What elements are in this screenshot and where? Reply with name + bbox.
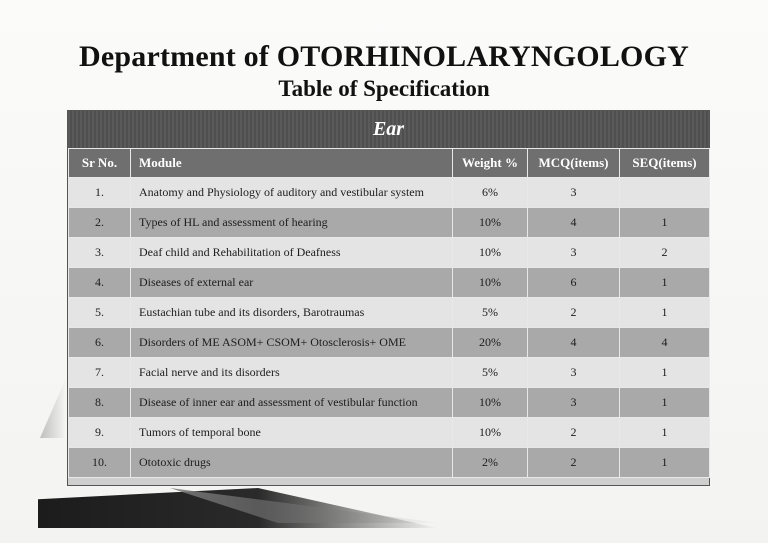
specification-grid bbox=[68, 148, 710, 478]
table-row bbox=[69, 358, 710, 388]
cell-sr-no: 3. bbox=[69, 238, 131, 268]
cell-weight: 5% bbox=[453, 298, 528, 328]
cell-sr-no: 9. bbox=[69, 418, 131, 448]
header-row bbox=[69, 149, 710, 178]
cell-weight: 10% bbox=[453, 388, 528, 418]
cell-mcq: 4 bbox=[528, 328, 620, 358]
cell-mcq: 2 bbox=[528, 448, 620, 478]
cell-weight: 10% bbox=[453, 208, 528, 238]
column-header-module: Module bbox=[131, 149, 453, 178]
cell-module: Ototoxic drugs bbox=[131, 448, 453, 478]
table-row bbox=[69, 208, 710, 238]
cell-weight: 10% bbox=[453, 238, 528, 268]
column-header-mcq: MCQ(items) bbox=[528, 149, 620, 178]
cell-mcq: 3 bbox=[528, 178, 620, 208]
cell-seq: 4 bbox=[620, 328, 710, 358]
cell-weight: 10% bbox=[453, 268, 528, 298]
cell-seq: 1 bbox=[620, 418, 710, 448]
cell-seq: 1 bbox=[620, 388, 710, 418]
cell-module: Disorders of ME ASOM+ CSOM+ Otosclerosis+ OME bbox=[131, 328, 453, 358]
table-row bbox=[69, 178, 710, 208]
cell-mcq: 4 bbox=[528, 208, 620, 238]
cell-mcq: 3 bbox=[528, 388, 620, 418]
cell-seq: 2 bbox=[620, 238, 710, 268]
cell-weight: 5% bbox=[453, 358, 528, 388]
cell-weight: 10% bbox=[453, 418, 528, 448]
cell-sr-no: 4. bbox=[69, 268, 131, 298]
cell-seq bbox=[620, 178, 710, 208]
table-row bbox=[69, 238, 710, 268]
cell-seq: 1 bbox=[620, 298, 710, 328]
cell-mcq: 6 bbox=[528, 268, 620, 298]
cell-module: Disease of inner ear and assessment of vestibular function bbox=[131, 388, 453, 418]
cell-weight: 2% bbox=[453, 448, 528, 478]
column-header-seq: SEQ(items) bbox=[620, 149, 710, 178]
cell-module: Eustachian tube and its disorders, Barotraumas bbox=[131, 298, 453, 328]
cell-sr-no: 6. bbox=[69, 328, 131, 358]
table-row bbox=[69, 328, 710, 358]
specification-table bbox=[67, 110, 710, 486]
table-row bbox=[69, 268, 710, 298]
cell-seq: 1 bbox=[620, 268, 710, 298]
cell-module: Diseases of external ear bbox=[131, 268, 453, 298]
cell-module: Types of HL and assessment of hearing bbox=[131, 208, 453, 238]
table-row bbox=[69, 448, 710, 478]
cell-weight: 6% bbox=[453, 178, 528, 208]
cell-mcq: 2 bbox=[528, 298, 620, 328]
cell-seq: 1 bbox=[620, 448, 710, 478]
cell-mcq: 3 bbox=[528, 358, 620, 388]
cell-module: Tumors of temporal bone bbox=[131, 418, 453, 448]
column-header-sr-no: Sr No. bbox=[69, 149, 131, 178]
cell-seq: 1 bbox=[620, 208, 710, 238]
cell-sr-no: 5. bbox=[69, 298, 131, 328]
section-banner: Ear bbox=[68, 111, 709, 148]
cell-sr-no: 8. bbox=[69, 388, 131, 418]
cell-module: Anatomy and Physiology of auditory and vestibular system bbox=[131, 178, 453, 208]
cell-mcq: 3 bbox=[528, 238, 620, 268]
cell-seq: 1 bbox=[620, 358, 710, 388]
cell-sr-no: 7. bbox=[69, 358, 131, 388]
cell-sr-no: 2. bbox=[69, 208, 131, 238]
page-title: Department of OTORHINOLARYNGOLOGY bbox=[79, 40, 689, 73]
page-subtitle: Table of Specification bbox=[278, 76, 490, 101]
column-header-weight: Weight % bbox=[453, 149, 528, 178]
cell-module: Facial nerve and its disorders bbox=[131, 358, 453, 388]
table-row bbox=[69, 298, 710, 328]
table-row bbox=[69, 418, 710, 448]
cell-module: Deaf child and Rehabilitation of Deafness bbox=[131, 238, 453, 268]
cell-weight: 20% bbox=[453, 328, 528, 358]
cell-sr-no: 1. bbox=[69, 178, 131, 208]
table-row bbox=[69, 388, 710, 418]
cell-sr-no: 10. bbox=[69, 448, 131, 478]
cell-mcq: 2 bbox=[528, 418, 620, 448]
